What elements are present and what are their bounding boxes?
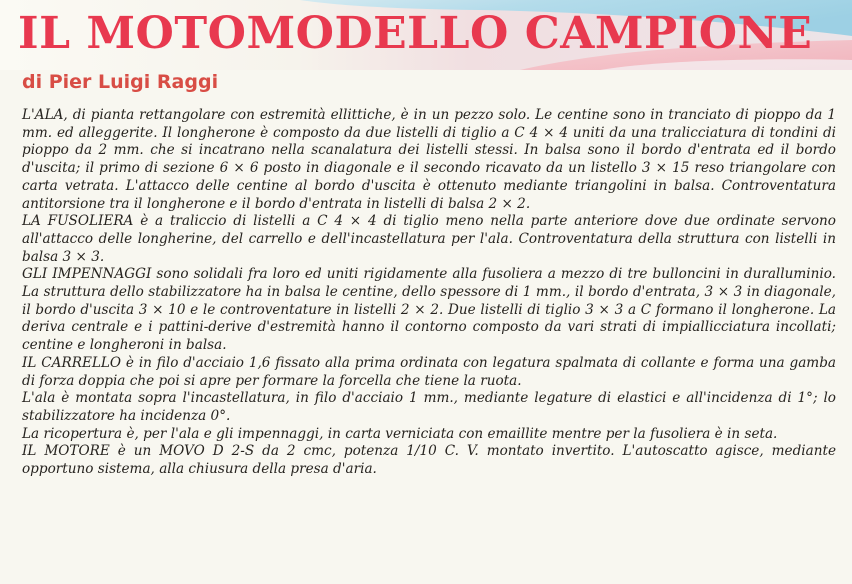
paragraph-ala-montaggio: L'ala è montata sopra l'incastellatura, in filo d'acciaio 1 mm., mediante legature di elastici e all'incidenza di 1°; lo stabilizzatore ha incidenza 0°. [22,390,836,424]
article-title: IL MOTOMODELLO CAMPIONE [18,8,813,59]
paragraph-carrello: IL CARRELLO è in filo d'acciaio 1,6 fissato alla prima ordinata con legatura spalmata di collante e forma una gamba di forza doppia che poi si apre per formare la forcella che tiene la ruota. [22,354,836,389]
paragraph-fusoliera: LA FUSOLIERA è a traliccio di listelli a C 4 × 4 di tiglio meno nella parte anteriore dove due ordinate servono all'attacco delle longherine, del carrello e dell'incastellatura per l'ala. Controventatura della struttura con listelli in balsa 3 × 3. [22,213,836,265]
paragraph-ala: L'ALA, di pianta rettangolare con estremità ellittiche, è in un pezzo solo. Le centine sono in tranciato di pioppo da 1 mm. ed alleggerite. Il longherone è composto da due listelli di tiglio a C 4 × 4 uniti da una tralicciatura di tondini di pioppo da 2 mm. che si incatrano nella scanalatura dei listelli stessi. In balsa sono il bordo d'entrata ed il bordo d'uscita; il primo di sezione 6 × 6 posto in diagonale e il secondo ricavato da un listello 3 × 15 reso triangolare con carta vetrata. L'attacco delle centine al bordo d'uscita è ottenuto mediante triangolini in balsa. Controventatura antitorsione tra il longherone e il bordo d'entrata in listelli di balsa 2 × 2. [22,107,836,212]
article-body [22,107,836,479]
paragraph-impennaggi: GLI IMPENNAGGI sono solidali fra loro ed uniti rigidamente alla fusoliera a mezzo di tre bulloncini in duralluminio. La struttura dello stabilizzatore ha in balsa le centine, dello spessore di 1 mm., il bordo d'entrata, 3 × 3 in diagonale, il bordo d'uscita 3 × 10 e le controventature in listelli 2 × 2. Due listelli di tiglio 3 × 3 a C formano il longherone. La deriva centrale e i pattini-derive d'estremità hanno il contorno composto da vari strati di impiallicciatura incollati; centine e longheroni in balsa. [22,266,836,354]
paragraph-motore: IL MOTORE è un MOVO D 2-S da 2 cmc, potenza 1/10 C. V. montato invertito. L'autoscatto agisce, mediante opportuno sistema, alla chiusura della presa d'aria. [22,443,836,478]
paragraph-ricopertura: La ricopertura è, per l'ala e gli impennaggi, in carta verniciata con emaillite mentre per la fusoliera è in seta. [22,425,778,442]
article-byline: di Pier Luigi Raggi [22,71,219,93]
